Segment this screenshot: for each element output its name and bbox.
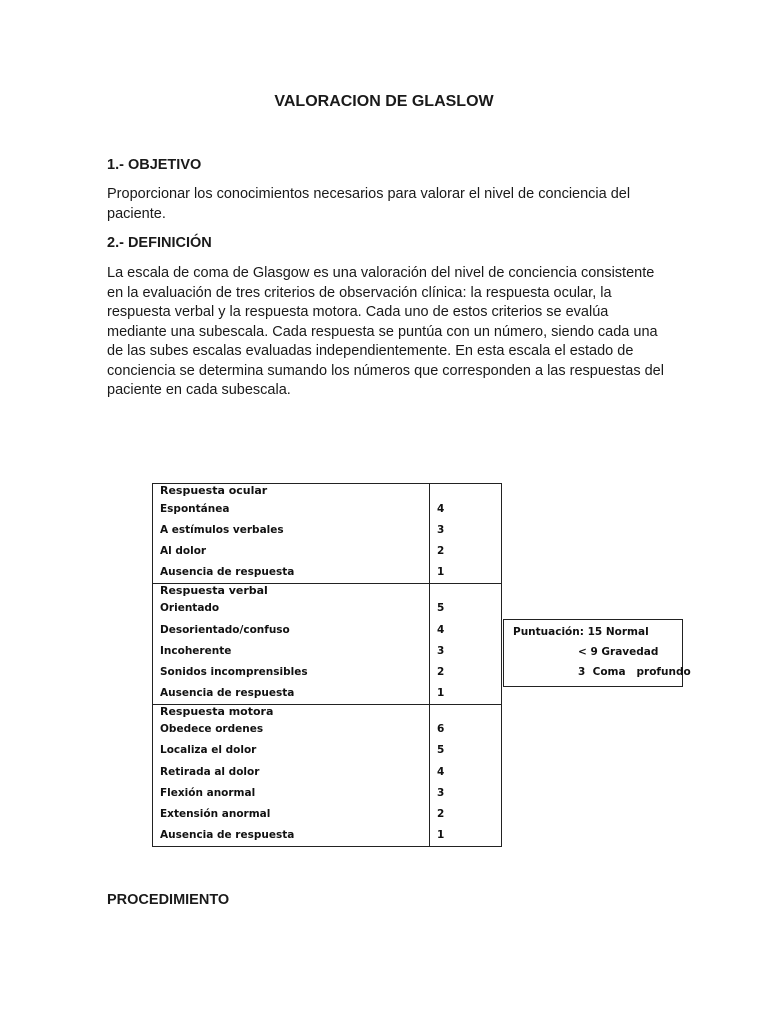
score-coma: 3 Coma profundo (578, 666, 691, 678)
score-normal: Puntuación: 15 Normal (513, 626, 649, 638)
table-row (153, 598, 502, 619)
table-group-header (153, 704, 502, 719)
row-label: A estímulos verbales (153, 519, 430, 540)
definition-heading: 2.- DEFINICIÓN (107, 235, 212, 251)
row-label: Ausencia de respuesta (153, 825, 430, 847)
motora-header: Respuesta motora (153, 704, 430, 719)
table-row (153, 683, 502, 705)
document-title: VALORACION DE GLASLOW (274, 93, 494, 110)
row-label: Ausencia de respuesta (153, 683, 430, 705)
row-score: 1 (430, 562, 502, 584)
objective-heading: 1.- OBJETIVO (107, 157, 202, 173)
row-score: 6 (430, 719, 502, 740)
row-label: Espontánea (153, 498, 430, 519)
row-score: 4 (430, 498, 502, 519)
table-row (153, 640, 502, 661)
glasgow-scale-table (152, 483, 502, 847)
row-score: 2 (430, 661, 502, 682)
row-label: Sonidos incomprensibles (153, 661, 430, 682)
row-score: 1 (430, 683, 502, 705)
score-gravedad: < 9 Gravedad (578, 646, 659, 658)
row-score: 3 (430, 519, 502, 540)
row-label: Orientado (153, 598, 430, 619)
row-label: Ausencia de respuesta (153, 562, 430, 584)
table-row (153, 540, 502, 561)
row-score: 1 (430, 825, 502, 847)
table-row (153, 519, 502, 540)
row-label: Localiza el dolor (153, 740, 430, 761)
definition-text: La escala de coma de Glasgow es una valoración del nivel de conciencia consistente en la evaluación de tres criterios de observación clínica: la respuesta ocular, la respuesta verbal y la respuesta motora. Cada uno de estos criterios se evalúa mediante una subescala. Cada respuesta se puntúa con un número, siendo cada una de las subes escalas evaluadas independientemente. En esta escala el estado de conciencia se determina sumando los números que corresponden a las respuestas del paciente en cada subescala. (107, 265, 664, 398)
row-score: 3 (430, 640, 502, 661)
table-row (153, 782, 502, 803)
objective-text: Proporcionar los conocimientos necesarios para valorar el nivel de conciencia del paciente. (107, 186, 631, 222)
ocular-header: Respuesta ocular (153, 484, 430, 499)
row-score: 5 (430, 598, 502, 619)
table-row (153, 562, 502, 584)
table-row (153, 619, 502, 640)
row-label: Retirada al dolor (153, 761, 430, 782)
score-interpretation-box (503, 619, 691, 687)
row-label: Incoherente (153, 640, 430, 661)
row-score: 4 (430, 761, 502, 782)
row-score: 4 (430, 619, 502, 640)
table-row (153, 803, 502, 824)
row-score: 5 (430, 740, 502, 761)
table-row (153, 719, 502, 740)
row-label: Flexión anormal (153, 782, 430, 803)
verbal-header: Respuesta verbal (153, 583, 430, 598)
row-label: Obedece ordenes (153, 719, 430, 740)
row-score: 2 (430, 803, 502, 824)
table-row (153, 825, 502, 847)
table-row (153, 498, 502, 519)
row-score: 2 (430, 540, 502, 561)
table-group-header (153, 484, 502, 499)
table-row (153, 761, 502, 782)
table-row (153, 740, 502, 761)
procedure-heading: PROCEDIMIENTO (107, 892, 230, 908)
row-score: 3 (430, 782, 502, 803)
row-label: Extensión anormal (153, 803, 430, 824)
table-row (153, 661, 502, 682)
row-label: Desorientado/confuso (153, 619, 430, 640)
row-label: Al dolor (153, 540, 430, 561)
table-group-header (153, 583, 502, 598)
